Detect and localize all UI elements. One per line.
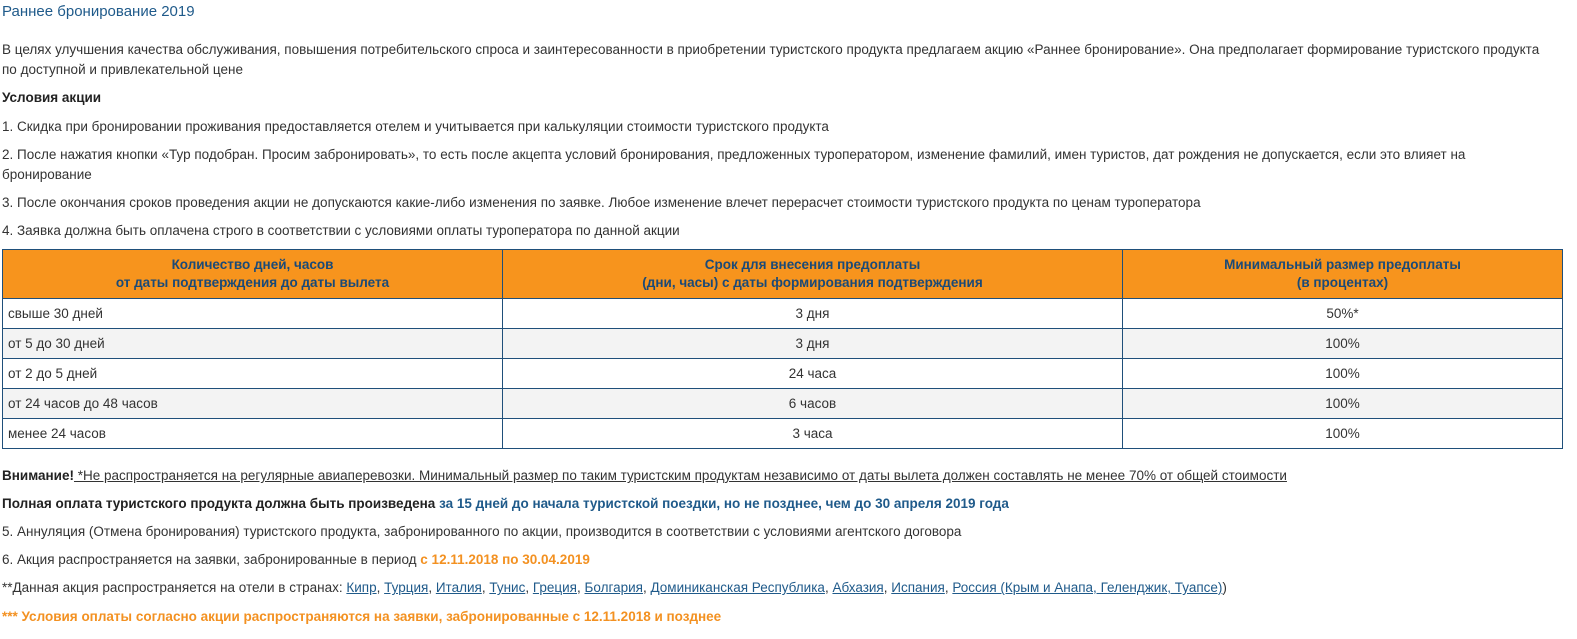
table-row	[3, 389, 1563, 419]
country-link-turkey[interactable]: Турция	[384, 580, 429, 595]
header-deadline	[503, 250, 1123, 299]
separator: ,	[481, 580, 490, 595]
header-days	[3, 250, 503, 299]
row-days: от 2 до 5 дней	[3, 359, 503, 389]
country-link-cyprus[interactable]: Кипр	[346, 580, 377, 595]
separator: ,	[525, 580, 533, 595]
separator: ,	[577, 580, 585, 595]
table-row	[3, 299, 1563, 329]
country-link-italy[interactable]: Италия	[435, 580, 482, 595]
row-percent: 100%	[1123, 329, 1563, 359]
row-percent: 100%	[1123, 359, 1563, 389]
country-link-dominican-republic[interactable]: Доминиканская Республика	[650, 580, 825, 595]
page-title: Раннее бронирование 2019	[2, 3, 195, 20]
header-min-prepay-line1: Минимальный размер предоплаты	[1224, 257, 1461, 272]
country-link-abkhazia[interactable]: Абхазия	[832, 580, 884, 595]
separator: ,	[883, 580, 892, 595]
warning-paragraph	[2, 466, 1542, 486]
header-days-line1: Количество дней, часов	[171, 257, 334, 272]
row-percent: 100%	[1123, 419, 1563, 449]
row-deadline: 3 часа	[503, 419, 1123, 449]
condition-item-6	[2, 550, 1542, 570]
countries-prefix: **Данная акция распространяется на отели в странах:	[2, 580, 347, 595]
separator: ,	[944, 580, 953, 595]
table-row	[3, 419, 1563, 449]
warning-text: *Не распространяется на регулярные авиаперевозки. Минимальный размер по таким туристским продуктам независимо от даты вылета должен составлять не менее 70% от общей стоимости	[73, 468, 1287, 483]
condition-item-1: 1. Скидка при бронировании проживания предоставляется отелем и учитывается при калькуляции стоимости туристского продукта	[2, 119, 829, 134]
item6-period: с 12.11.2018 по 30.04.2019	[420, 552, 590, 567]
intro-paragraph: В целях улучшения качества обслуживания, повышения потребительского спроса и заинтересованности в приобретении туристского продукта предлагаем акцию «Раннее бронирование». Она предполагает формирование туристского продукта по доступной и привлекательной цене	[2, 42, 1540, 77]
condition-item-5: 5. Аннуляция (Отмена бронирования) туристского продукта, забронированного по акции, производится в соответствии с условиями агентского договора	[2, 524, 962, 539]
condition-item-3: 3. После окончания сроков проведения акции не допускаются какие-либо изменения по заявке. Любое изменение влечет перерасчет стоимости туристского продукта по ценам туроператора	[2, 195, 1201, 210]
header-min-prepay	[1123, 250, 1563, 299]
table-row	[3, 359, 1563, 389]
country-link-greece[interactable]: Греция	[532, 580, 577, 595]
full-payment-text: Полная оплата туристского продукта должна быть произведена	[2, 496, 436, 511]
separator: ,	[376, 580, 385, 595]
full-payment-deadline: за 15 дней до начала туристской поездки, но не позднее, чем до 30 апреля 2019 года	[435, 496, 1009, 511]
country-link-tunisia[interactable]: Тунис	[489, 580, 526, 595]
conditions-heading: Условия акции	[2, 90, 102, 105]
table-header-row	[3, 250, 1563, 299]
row-percent: 50%*	[1123, 299, 1563, 329]
country-link-spain[interactable]: Испания	[891, 580, 945, 595]
table-row	[3, 329, 1563, 359]
warning-label: Внимание!	[2, 468, 74, 483]
separator: ,	[428, 580, 436, 595]
row-deadline: 24 часа	[503, 359, 1123, 389]
payment-conditions-note: *** Условия оплаты согласно акции распространяются на заявки, забронированные с 12.11.2018 и позднее	[2, 609, 722, 624]
country-link-russia[interactable]: Россия (Крым и Анапа, Геленджик, Туапсе)	[952, 580, 1223, 595]
countries-paragraph	[2, 578, 1542, 598]
row-days: от 24 часов до 48 часов	[3, 389, 503, 419]
condition-item-2: 2. После нажатия кнопки «Тур подобран. Просим забронировать», то есть после акцепта условий бронирования, предложенных туроператором, изменение фамилий, имен туристов, дат рождения не допускается, если это влияет на бронирование	[2, 147, 1466, 182]
row-deadline: 6 часов	[503, 389, 1123, 419]
prepayment-table	[2, 249, 1563, 449]
row-percent: 100%	[1123, 389, 1563, 419]
condition-item-4: 4. Заявка должна быть оплачена строго в соответствии с условиями оплаты туроператора по данной акции	[2, 223, 680, 238]
separator: ,	[642, 580, 651, 595]
separator: ,	[824, 580, 833, 595]
item6-text: 6. Акция распространяется на заявки, забронированные в период	[2, 552, 421, 567]
row-days: менее 24 часов	[3, 419, 503, 449]
full-payment-paragraph	[2, 494, 1542, 514]
header-days-line2: от даты подтверждения до даты вылета	[115, 275, 390, 290]
header-deadline-line2: (дни, часы) с даты формирования подтверждения	[642, 275, 983, 290]
row-deadline: 3 дня	[503, 329, 1123, 359]
row-days: свыше 30 дней	[3, 299, 503, 329]
header-min-prepay-line2: (в процентах)	[1296, 275, 1389, 290]
country-link-bulgaria[interactable]: Болгария	[584, 580, 643, 595]
header-deadline-line1: Срок для внесения предоплаты	[704, 257, 921, 272]
countries-suffix: )	[1222, 580, 1227, 595]
row-days: от 5 до 30 дней	[3, 329, 503, 359]
row-deadline: 3 дня	[503, 299, 1123, 329]
